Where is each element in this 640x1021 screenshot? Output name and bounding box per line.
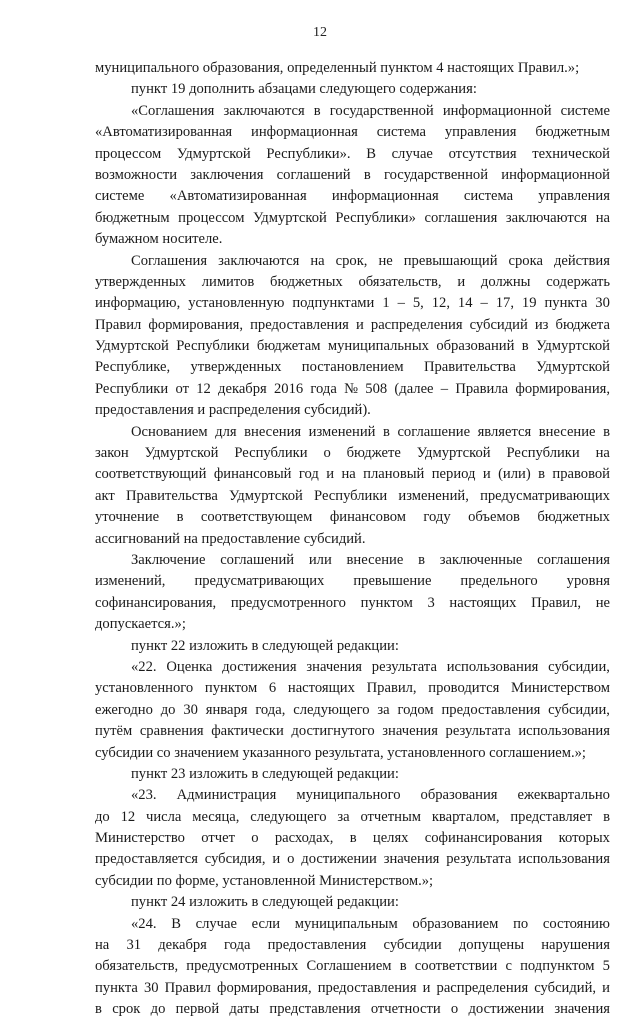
text-line: закон Удмуртской Республики о бюджете Удмуртской Республики на (95, 445, 610, 462)
text-line: субсидии по форме, установленной Министерством.»; (95, 872, 434, 889)
text-line: «Автоматизированная информационная система управления бюджетным (95, 124, 610, 141)
text-line: Заключение соглашений или внесение в заключенные соглашения (131, 551, 610, 568)
text-line: Республике, утвержденных постановлением Правительства Удмуртской (95, 359, 610, 376)
text-line: предоставления и распределения субсидий). (95, 402, 371, 419)
text-line: путём сравнения фактически достигнутого значения результата использования (95, 723, 610, 740)
text-line: «Соглашения заключаются в государственной информационной системе (131, 102, 610, 119)
text-line: муниципального образования, определенный пунктом 4 настоящих Правил.»; (95, 60, 580, 76)
text-line: пункт 22 изложить в следующей редакции: (131, 637, 399, 654)
text-line: «23. Администрация муниципального образования ежеквартально (131, 787, 610, 804)
text-line: Республики от 12 декабря 2016 года № 508 (далее – Правила формирования, (95, 380, 610, 397)
page-number: 12 (313, 25, 327, 40)
text-line: в срок до первой даты представления отчетности о достижении значения (95, 1001, 610, 1018)
text-line: пункт 23 изложить в следующей редакции: (131, 765, 399, 782)
document-body (95, 58, 610, 1021)
text-line: изменений, предусматривающих превышение предельного уровня (95, 573, 610, 590)
text-line: Основанием для внесения изменений в соглашение является внесение в (131, 423, 610, 440)
text-line: установленного пунктом 6 настоящих Правил, проводится Министерством (95, 680, 610, 697)
text-line: до 12 числа месяца, следующего за отчетным кварталом, представляет в (95, 808, 610, 825)
text-line: соответствующий финансовый год и на плановый период и (или) в правовой (95, 466, 610, 483)
text-line: пункт 24 изложить в следующей редакции: (131, 894, 399, 911)
text-line: ежегодно до 30 января года, следующего за годом предоставления субсидии, (95, 701, 610, 718)
text-line: допускается.»; (95, 616, 186, 633)
text-line: предоставляется субсидия, и о достижении значения результата использования (95, 851, 610, 868)
text-line: Удмуртской Республики бюджетам муниципальных образований в Удмуртской (95, 338, 610, 355)
text-line: акт Правительства Удмуртской Республики изменений, предусматривающих (95, 487, 610, 504)
text-line: возможности заключения соглашений в государственной информационной (95, 166, 610, 183)
text-line: бумажном носителе. (95, 231, 223, 248)
text-line: субсидии со значением указанного результата, установленного соглашением.»; (95, 744, 586, 761)
text-line: Соглашения заключаются на срок, не превышающий срока действия (131, 252, 610, 269)
text-line: Министерство отчет о расходах, в целях софинансирования которых (95, 830, 610, 847)
text-line: утвержденных лимитов бюджетных обязательств, и должны содержать (95, 273, 610, 290)
text-line: «24. В случае если муниципальным образованием по состоянию (131, 915, 610, 932)
text-line: софинансирования, предусмотренного пунктом 3 настоящих Правил, не (95, 594, 610, 611)
text-line: ассигнований на предоставление субсидий. (95, 530, 366, 547)
text-line: обязательств, предусмотренных Соглашением в соответствии с подпунктом 5 (95, 958, 610, 975)
text-line: системе «Автоматизированная информационная система управления (95, 188, 610, 205)
text-line: пункта 30 Правил формирования, предоставления и распределения субсидий, и (95, 979, 610, 996)
text-line: на 31 декабря года предоставления субсидии допущены нарушения (95, 937, 610, 954)
text-line: «22. Оценка достижения значения результата использования субсидии, (131, 658, 610, 675)
text-line: Правил формирования, предоставления и распределения субсидий из бюджета (95, 316, 610, 333)
text-line: информацию, установленную подпунктами 1 – 5, 12, 14 – 17, 19 пункта 30 (95, 295, 610, 312)
text-line: пункт 19 дополнить абзацами следующего содержания: (131, 81, 477, 98)
text-line: процессом Удмуртской Республики». В случае отсутствия технической (95, 145, 610, 162)
text-line: бюджетным процессом Удмуртской Республики» соглашения заключаются на (95, 209, 610, 226)
text-line: уточнение в соответствующем финансовом году объемов бюджетных (95, 509, 610, 526)
